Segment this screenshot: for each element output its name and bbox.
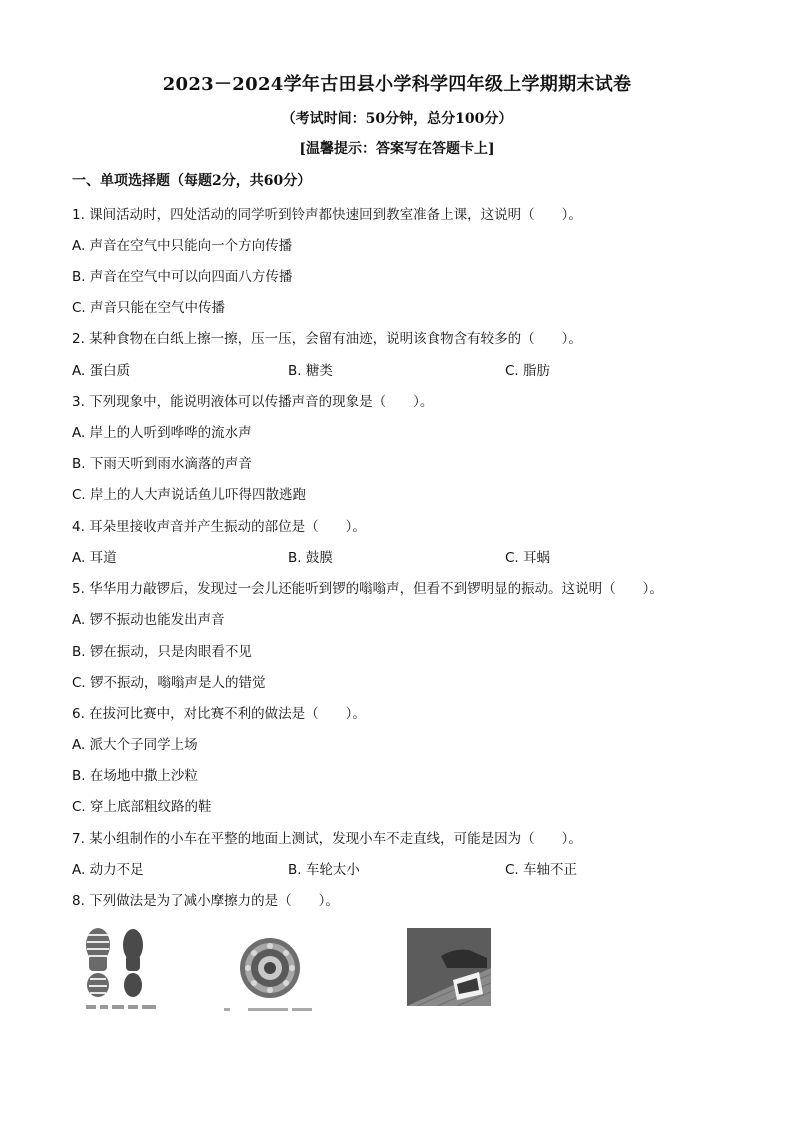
option-c: C. 锣不振动，嗡嗡声是人的错觉 [72,675,266,691]
option-b: B. 下雨天听到雨水滴落的声音 [72,456,252,472]
option-a: A. 耳道 [72,550,117,566]
option-a: A. 蛋白质 [72,363,131,379]
option-a: A. 派大个子同学上场 [72,737,198,753]
question-stem: 2. 某种食物在白纸上擦一擦，压一压，会留有油迹，说明该食物含有较多的（ ）。 [72,331,582,347]
option-c: C. 脂肪 [505,363,551,379]
question-stem: 3. 下列现象中，能说明液体可以传播声音的现象是（ ）。 [72,394,434,410]
option-b: B. 糖类 [288,363,333,379]
option-b: B. 鼓膜 [288,550,333,566]
ramp-shoe-icon [407,928,491,1006]
page-title: 2023－2024学年古田县小学科学四年级上学期期末试卷 [162,74,632,95]
option-b: B. 在场地中撒上沙粒 [72,768,198,784]
option-c: C. 耳蜗 [505,550,551,566]
option-a: A. 声音在空气中只能向一个方向传播 [72,238,293,254]
question-stem: 7. 某小组制作的小车在平整的地面上测试，发现小车不走直线，可能是因为（ ）。 [72,831,582,847]
option-c: C. 穿上底部粗纹路的鞋 [72,799,212,815]
exam-info: （考试时间：50分钟，总分100分） [281,111,513,127]
option-b: B. 车轮太小 [288,862,360,878]
option-c: C. 岸上的人大声说话鱼儿吓得四散逃跑 [72,487,307,503]
shoe-sole-icon [78,925,170,1015]
option-a: A. 岸上的人听到哗哗的流水声 [72,425,252,441]
option-c: C. 声音只能在空气中传播 [72,300,226,316]
question-stem: 8. 下列做法是为了减小摩擦力的是（ ）。 [72,893,339,909]
question-stem: 1. 课间活动时，四处活动的同学听到铃声都快速回到教室准备上课，这说明（ ）。 [72,207,582,223]
answer-tip: [温馨提示：答案写在答题卡上] [299,141,495,157]
question-stem: 4. 耳朵里接收声音并产生振动的部位是（ ）。 [72,519,366,535]
question-stem: 6. 在拔河比赛中，对比赛不利的做法是（ ）。 [72,706,366,722]
section-heading: 一、单项选择题（每题2分，共60分） [72,173,312,189]
option-b: B. 锣在振动，只是肉眼看不见 [72,644,252,660]
option-a: A. 锣不振动也能发出声音 [72,612,225,628]
ball-bearing-icon [222,930,322,1015]
option-c: C. 车轴不正 [505,862,578,878]
question-stem: 5. 华华用力敲锣后，发现过一会儿还能听到锣的嗡嗡声，但看不到锣明显的振动。这说明（ ）。 [72,581,663,597]
option-a: A. 动力不足 [72,862,144,878]
option-b: B. 声音在空气中可以向四面八方传播 [72,269,293,285]
